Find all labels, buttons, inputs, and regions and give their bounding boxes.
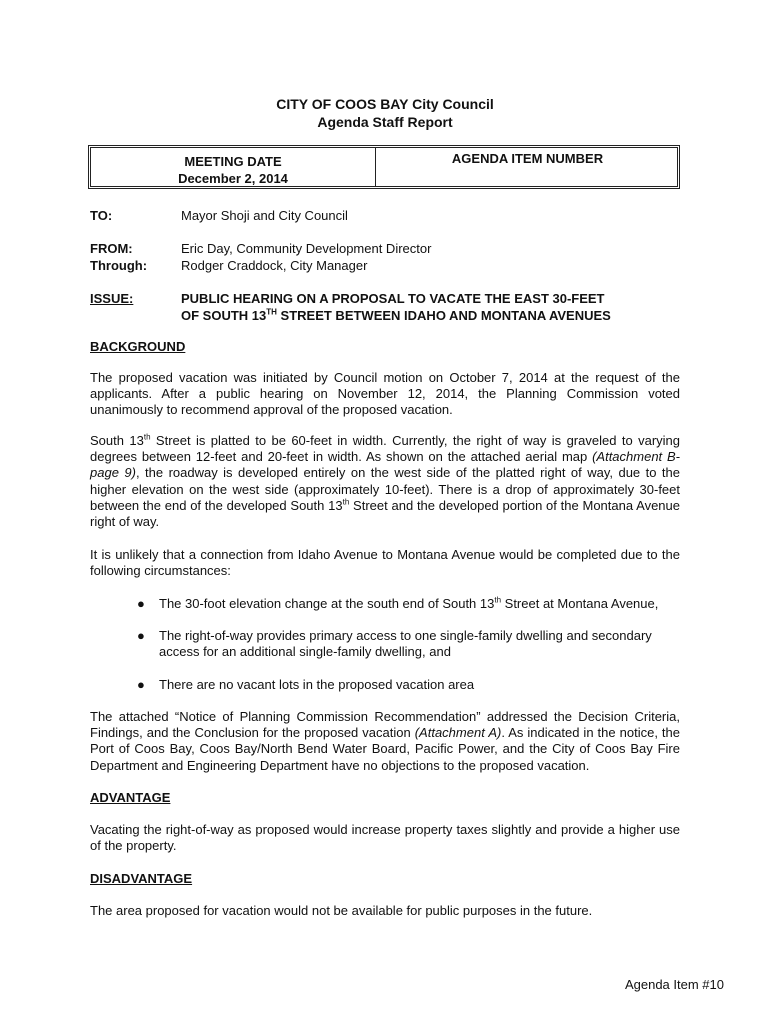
- background-paragraph-3: It is unlikely that a connection from Idaho Avenue to Montana Avenue would be completed due to the following circumstances:: [90, 547, 680, 579]
- advantage-paragraph: Vacating the right-of-way as proposed would increase property taxes slightly and provide a higher use of the property.: [90, 822, 680, 854]
- issue-text: [181, 290, 611, 324]
- to-value: Mayor Shoji and City Council: [181, 208, 348, 223]
- disadvantage-heading: DISADVANTAGE: [90, 871, 193, 886]
- disadvantage-paragraph: The area proposed for vacation would not be available for public purposes in the future.: [90, 903, 593, 918]
- to-label: TO:: [90, 208, 113, 223]
- bullet-icon: ●: [137, 628, 145, 643]
- meeting-date-label: MEETING DATE: [184, 154, 282, 169]
- issue-label: ISSUE:: [90, 291, 134, 306]
- meeting-info-table: [88, 145, 680, 189]
- issue-line-1: PUBLIC HEARING ON A PROPOSAL TO VACATE THE EAST 30-FEET: [181, 291, 605, 306]
- bullet-icon: ●: [137, 596, 145, 611]
- bullet-icon: ●: [137, 677, 145, 692]
- from-value: Eric Day, Community Development Director: [181, 241, 432, 256]
- title-line-2: Agenda Staff Report: [317, 114, 453, 130]
- background-paragraph-4: The attached “Notice of Planning Commission Recommendation” addressed the Decision Criteria, Findings, and the Conclusion for the proposed vacation (Attachment A). As indicated in the notice, the Port of Coos Bay, Coos Bay/North Bend Water Board, Pacific Power, and the City of Coos Bay Fire Department and Engineering Department have no objections to the proposed vacation.: [90, 709, 681, 773]
- bullet-item-2: The right-of-way provides primary access to one single-family dwelling and secondary access for an additional single-family dwelling, and: [159, 628, 652, 660]
- title-line-1: CITY OF COOS BAY City Council: [276, 96, 494, 112]
- through-value: Rodger Craddock, City Manager: [181, 258, 368, 273]
- advantage-heading: ADVANTAGE: [90, 790, 171, 805]
- background-paragraph-1: The proposed vacation was initiated by Council motion on October 7, 2014 at the request of the applicants. After a public hearing on November 12, 2014, the Planning Commission voted unanimously to recommend approval of the proposed vacation.: [90, 370, 680, 418]
- bullet-item-1: The 30-foot elevation change at the south end of South 13th Street at Montana Avenue,: [159, 595, 659, 611]
- agenda-item-label: AGENDA ITEM NUMBER: [451, 151, 604, 166]
- issue-line-2: OF SOUTH 13TH STREET BETWEEN IDAHO AND MONTANA AVENUES: [181, 307, 611, 323]
- agenda-item-cell: [375, 150, 680, 167]
- meeting-date-value: December 2, 2014: [178, 171, 288, 186]
- from-label: FROM:: [90, 241, 133, 256]
- agenda-item-footer: Agenda Item #10: [624, 977, 724, 992]
- report-title: [0, 95, 770, 131]
- meeting-date-cell: [91, 150, 375, 187]
- bullet-item-3: There are no vacant lots in the proposed vacation area: [159, 677, 475, 692]
- background-paragraph-2: South 13th Street is platted to be 60-feet in width. Currently, the right of way is graveled to varying degrees between 12-feet and 20-feet in width. As shown on the attached aerial map (Attachment B-page 9), the roadway is developed entirely on the west side of the platted right of way, due to the higher elevation on the west side (approximately 10-feet). There is a drop of approximately 30-feet between the end of the developed South 13th Street and the developed portion of the Montana Avenue right of way.: [90, 432, 680, 530]
- background-heading: BACKGROUND: [90, 339, 186, 354]
- through-label: Through:: [90, 258, 148, 273]
